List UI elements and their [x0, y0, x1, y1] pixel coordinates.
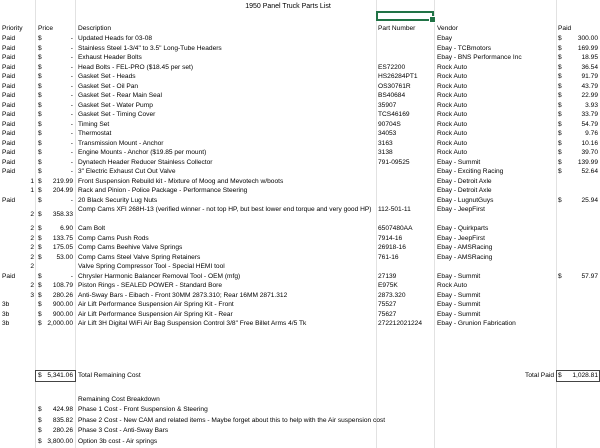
- row-paid-currency[interactable]: $: [558, 158, 562, 166]
- row-price[interactable]: 2,000.00: [47, 320, 73, 327]
- row-price[interactable]: -: [70, 44, 73, 52]
- row-vendor[interactable]: Rock Auto: [437, 101, 468, 109]
- row-price[interactable]: -: [70, 73, 73, 80]
- row-price-currency[interactable]: $: [38, 63, 42, 71]
- row-description[interactable]: Cam Bolt: [78, 225, 106, 232]
- row-paid-currency[interactable]: $: [558, 130, 562, 137]
- row-rank[interactable]: 1: [30, 177, 34, 185]
- header-description[interactable]: Description: [78, 25, 111, 32]
- row-priority[interactable]: Paid: [2, 158, 16, 166]
- row-paid[interactable]: 9.76: [585, 130, 598, 137]
- row-priority[interactable]: Paid: [2, 120, 16, 128]
- row-part-number[interactable]: E975K: [378, 282, 398, 289]
- row-price-currency[interactable]: $: [38, 310, 42, 318]
- breakdown-currency[interactable]: $: [38, 416, 42, 424]
- row-price-currency[interactable]: $: [38, 291, 42, 299]
- row-paid[interactable]: 54.79: [581, 120, 598, 128]
- table-row: [0, 291, 600, 301]
- breakdown-label[interactable]: Phase 3 Cost - Anti-Sway Bars: [78, 427, 169, 434]
- table-row: [0, 281, 600, 291]
- table-row: [0, 272, 600, 282]
- row-price-currency[interactable]: $: [38, 82, 42, 90]
- table-row: [0, 234, 600, 244]
- row-part-number[interactable]: 75627: [378, 310, 397, 318]
- breakdown-currency[interactable]: $: [38, 406, 42, 413]
- row-part-number[interactable]: 35907: [378, 101, 397, 109]
- row-priority[interactable]: Paid: [2, 73, 16, 80]
- row-rank[interactable]: 2: [30, 234, 34, 242]
- total-remaining-label[interactable]: Total Remaining Cost: [78, 372, 141, 379]
- row-paid-currency[interactable]: $: [558, 73, 562, 80]
- row-price[interactable]: -: [70, 35, 73, 42]
- table-row: [0, 262, 600, 272]
- row-price-currency[interactable]: $: [38, 168, 42, 175]
- table-row: [0, 319, 600, 329]
- row-description[interactable]: Comp Cams Push Rods: [78, 234, 149, 242]
- table-row: [0, 120, 600, 130]
- row-vendor[interactable]: Rock Auto: [437, 120, 468, 128]
- header-row: [0, 24, 600, 34]
- table-row: [0, 186, 600, 196]
- row-vendor[interactable]: Rock Auto: [437, 92, 468, 99]
- row-vendor[interactable]: Ebay - Detroit Axle: [437, 187, 492, 194]
- row-price[interactable]: -: [70, 63, 73, 71]
- total-paid-value[interactable]: 1,028.81: [572, 372, 598, 379]
- row-paid-currency[interactable]: $: [558, 139, 562, 147]
- table-row: [0, 139, 600, 149]
- row-price[interactable]: 900.00: [52, 301, 73, 308]
- row-priority[interactable]: Paid: [2, 54, 16, 61]
- row-part-number[interactable]: 761-16: [378, 253, 399, 261]
- row-paid-currency[interactable]: $: [558, 63, 562, 71]
- table-row: [0, 167, 600, 177]
- row-price-currency[interactable]: $: [38, 177, 42, 185]
- row-price-currency[interactable]: $: [38, 54, 42, 61]
- row-priority[interactable]: Paid: [2, 44, 16, 52]
- header-part-number[interactable]: Part Number: [378, 25, 416, 32]
- table-row: [0, 82, 600, 92]
- row-price-currency[interactable]: $: [38, 44, 42, 52]
- row-paid[interactable]: 139.99: [577, 158, 598, 166]
- row-description[interactable]: Chrysler Harmonic Balancer Removal Tool - OEM (mfg): [78, 272, 241, 280]
- row-description[interactable]: 3" Electric Exhaust Cut Out Valve: [78, 168, 176, 175]
- row-paid-currency[interactable]: $: [558, 92, 562, 99]
- row-paid[interactable]: 10.16: [581, 139, 598, 147]
- row-price[interactable]: 6.90: [60, 225, 73, 232]
- row-price[interactable]: 175.05: [52, 244, 73, 251]
- breakdown-item: [0, 426, 600, 436]
- row-rank[interactable]: 2: [30, 225, 34, 232]
- row-vendor[interactable]: Ebay - TCBmotors: [437, 44, 492, 52]
- row-vendor[interactable]: Rock Auto: [437, 82, 468, 90]
- table-row: [0, 34, 600, 44]
- row-description[interactable]: Thermostat: [78, 130, 112, 137]
- row-paid[interactable]: 3.93: [585, 101, 598, 109]
- currency-symbol: $: [38, 372, 42, 379]
- breakdown-currency[interactable]: $: [38, 437, 42, 445]
- table-row: [0, 224, 600, 234]
- row-paid-currency[interactable]: $: [558, 168, 562, 175]
- row-price-currency[interactable]: $: [38, 196, 42, 204]
- row-description[interactable]: Gasket Set - Water Pump: [78, 101, 153, 109]
- breakdown-label[interactable]: Option 3b cost - Air springs: [78, 437, 158, 445]
- row-price[interactable]: -: [70, 196, 73, 204]
- table-row: [0, 300, 600, 310]
- row-part-number[interactable]: OS30761R: [378, 82, 411, 90]
- row-price[interactable]: 204.99: [52, 187, 73, 194]
- breakdown-item: [0, 437, 600, 447]
- row-price[interactable]: -: [70, 158, 73, 166]
- row-priority[interactable]: 3b: [2, 320, 10, 327]
- row-price-currency[interactable]: $: [38, 130, 42, 137]
- row-description[interactable]: Engine Mounts - Anchor ($19.85 per mount): [78, 149, 207, 156]
- row-price[interactable]: -: [70, 111, 73, 118]
- header-vendor[interactable]: Vendor: [437, 25, 458, 32]
- fill-handle[interactable]: [429, 16, 436, 23]
- row-paid-currency[interactable]: $: [558, 272, 562, 280]
- row-vendor[interactable]: Ebay - Summit: [437, 272, 481, 280]
- row-description[interactable]: Dynatech Header Reducer Stainless Collector: [78, 158, 213, 166]
- row-paid[interactable]: 33.79: [581, 111, 598, 118]
- row-priority[interactable]: Paid: [2, 139, 16, 147]
- header-priority[interactable]: Priority: [2, 25, 23, 32]
- breakdown-label[interactable]: Phase 1 Cost - Front Suspension & Steering: [78, 406, 208, 413]
- row-price-currency[interactable]: $: [38, 225, 42, 232]
- row-paid[interactable]: 39.70: [581, 149, 598, 156]
- row-part-number[interactable]: 791-09525: [378, 158, 410, 166]
- row-description[interactable]: Stainless Steel 1-3/4" to 3.5" Long-Tube Headers: [78, 44, 222, 52]
- header-paid[interactable]: Paid: [558, 25, 572, 32]
- row-part-number[interactable]: 3138: [378, 149, 393, 156]
- row-rank[interactable]: 2: [30, 253, 34, 261]
- row-vendor[interactable]: Ebay - JeepFirst: [437, 234, 486, 242]
- row-price-currency[interactable]: $: [38, 301, 42, 308]
- row-price-currency[interactable]: $: [38, 120, 42, 128]
- row-price[interactable]: -: [70, 92, 73, 99]
- row-paid-currency[interactable]: $: [558, 101, 562, 109]
- row-description[interactable]: Gasket Set - Rear Main Seal: [78, 92, 162, 99]
- row-description[interactable]: Gasket Set - Timing Cover: [78, 111, 156, 118]
- table-row: [0, 148, 600, 158]
- row-price-currency[interactable]: $: [38, 92, 42, 99]
- row-priority[interactable]: Paid: [2, 63, 16, 71]
- row-part-number[interactable]: 6507480AA: [378, 225, 413, 232]
- row-price[interactable]: 133.75: [52, 234, 73, 242]
- row-price[interactable]: 53.00: [56, 253, 73, 261]
- row-description[interactable]: Head Bolts - FEL-PRO ($18.45 per set): [78, 63, 194, 71]
- table-row: [0, 243, 600, 253]
- breakdown-value[interactable]: 280.26: [52, 427, 73, 434]
- row-price[interactable]: 280.26: [52, 291, 73, 299]
- row-part-number[interactable]: 3163: [378, 139, 393, 147]
- table-row: [0, 310, 600, 320]
- row-vendor[interactable]: Rock Auto: [437, 139, 468, 147]
- table-row: [0, 63, 600, 73]
- row-price[interactable]: 108.79: [52, 282, 73, 289]
- table-row: [0, 253, 600, 263]
- row-priority[interactable]: 3b: [2, 301, 10, 308]
- row-paid[interactable]: 91.79: [581, 73, 598, 80]
- row-description[interactable]: Rack and Pinion - Police Package - Performance Steering: [78, 187, 248, 194]
- breakdown-title[interactable]: Remaining Cost Breakdown: [78, 396, 160, 403]
- row-description[interactable]: Anti-Sway Bars - Eibach - Front 30MM 2873.310; Rear 16MM 2871.312: [78, 291, 288, 299]
- table-row: [0, 110, 600, 120]
- row-vendor[interactable]: Rock Auto: [437, 111, 468, 118]
- row-priority[interactable]: Paid: [2, 272, 16, 280]
- table-row: [0, 129, 600, 139]
- active-cell-selection[interactable]: [376, 11, 434, 21]
- row-description[interactable]: Updated Heads for 03-08: [78, 35, 153, 42]
- row-part-number[interactable]: 7914-16: [378, 234, 403, 242]
- row-paid-currency[interactable]: $: [558, 82, 562, 90]
- row-description[interactable]: Gasket Set - Oil Pan: [78, 82, 139, 90]
- row-rank[interactable]: 3: [30, 291, 34, 299]
- row-description[interactable]: Front Suspension Rebuild kit - Mixture of Moog and Mevotech w/boots: [78, 177, 284, 185]
- row-vendor[interactable]: Ebay - LugnutGuys: [437, 196, 494, 204]
- breakdown-item: [0, 405, 600, 415]
- row-price-currency[interactable]: $: [38, 158, 42, 166]
- row-part-number[interactable]: 34053: [378, 130, 397, 137]
- row-vendor[interactable]: Rock Auto: [437, 282, 468, 289]
- row-priority[interactable]: Paid: [2, 82, 16, 90]
- table-row: [0, 158, 600, 168]
- row-paid-currency[interactable]: $: [558, 196, 562, 204]
- row-part-number[interactable]: 272212021224: [378, 320, 423, 327]
- row-price-currency[interactable]: $: [38, 272, 42, 280]
- row-part-number[interactable]: ES72200: [378, 63, 406, 71]
- row-part-number[interactable]: HS26284PT1: [378, 73, 418, 80]
- breakdown-item: [0, 416, 600, 426]
- row-priority[interactable]: Paid: [2, 101, 16, 109]
- table-row: [0, 205, 600, 224]
- row-rank[interactable]: 1: [30, 187, 34, 194]
- row-description[interactable]: Comp Cams Beehive Valve Springs: [78, 244, 183, 251]
- total-remaining-value[interactable]: 5,341.06: [47, 372, 73, 379]
- row-vendor[interactable]: Ebay - Summit: [437, 310, 481, 318]
- row-price[interactable]: -: [70, 130, 73, 137]
- row-vendor[interactable]: Ebay - Quirkparts: [437, 225, 489, 232]
- row-price[interactable]: -: [70, 101, 73, 109]
- totals-row: [0, 371, 600, 381]
- row-price-currency[interactable]: $: [38, 234, 42, 242]
- table-row: [0, 101, 600, 111]
- row-description[interactable]: Comp Cams XFI 268H-13 (verified winner - not top HP, but best lower end torque and very good HP): [78, 206, 372, 213]
- row-priority[interactable]: Paid: [2, 168, 16, 175]
- row-paid-currency[interactable]: $: [558, 54, 562, 61]
- row-priority[interactable]: 3b: [2, 310, 10, 318]
- row-vendor[interactable]: Ebay - JeepFirst: [437, 206, 486, 213]
- row-price-currency[interactable]: $: [38, 149, 42, 156]
- row-priority[interactable]: Paid: [2, 149, 16, 156]
- breakdown-value[interactable]: 424.98: [52, 406, 73, 413]
- row-part-number[interactable]: 112-501-11: [378, 206, 411, 213]
- row-vendor[interactable]: Rock Auto: [437, 149, 468, 156]
- row-vendor[interactable]: Ebay - BNS Performance Inc: [437, 54, 522, 61]
- breakdown-label[interactable]: Phase 2 Cost - New CAM and related items - Maybe forget about this to help with the Air suspension cost: [78, 416, 386, 424]
- row-vendor[interactable]: Ebay - AMSRacing: [437, 244, 493, 251]
- row-price[interactable]: -: [70, 168, 73, 175]
- row-vendor[interactable]: Ebay - Summit: [437, 291, 481, 299]
- row-paid[interactable]: [562, 205, 598, 224]
- row-description[interactable]: Gasket Set - Heads: [78, 73, 136, 80]
- row-priority[interactable]: Paid: [2, 111, 16, 118]
- row-description[interactable]: Valve Spring Compressor Tool - Special HEMI tool: [78, 263, 225, 270]
- row-rank[interactable]: 2: [30, 282, 34, 289]
- row-price-currency[interactable]: $: [38, 101, 42, 109]
- row-description[interactable]: Piston Rings - SEALED POWER - Standard Bore: [78, 282, 223, 289]
- row-paid-currency[interactable]: $: [558, 111, 562, 118]
- sheet-title: 1950 Panel Truck Parts List: [245, 3, 331, 10]
- row-rank[interactable]: 2: [30, 263, 34, 270]
- row-description[interactable]: Comp Cams Steel Valve Spring Retainers: [78, 253, 201, 261]
- row-price-currency[interactable]: $: [38, 210, 42, 218]
- row-price-currency[interactable]: $: [38, 282, 42, 289]
- row-description[interactable]: Transmission Mount - Anchor: [78, 139, 164, 147]
- row-price[interactable]: -: [70, 54, 73, 61]
- table-row: [0, 196, 600, 206]
- row-paid[interactable]: 169.99: [577, 44, 598, 52]
- row-rank[interactable]: 2: [30, 210, 34, 218]
- row-part-number[interactable]: 27139: [378, 272, 397, 280]
- breakdown-title-row: [0, 395, 600, 405]
- row-priority[interactable]: Paid: [2, 196, 16, 204]
- row-description[interactable]: Exhaust Header Bolts: [78, 54, 142, 61]
- row-vendor[interactable]: Rock Auto: [437, 130, 468, 137]
- row-part-number[interactable]: TCS46169: [378, 111, 410, 118]
- row-description[interactable]: Air Lift Performance Suspension Air Spring Kit - Rear: [78, 310, 233, 318]
- table-row: [0, 91, 600, 101]
- row-vendor[interactable]: Ebay - Summit: [437, 301, 481, 308]
- breakdown-value[interactable]: 3,800.00: [47, 437, 73, 445]
- total-paid-label[interactable]: Total Paid: [525, 372, 554, 379]
- row-vendor[interactable]: Rock Auto: [437, 73, 468, 80]
- row-priority[interactable]: Paid: [2, 130, 16, 137]
- row-price[interactable]: 219.99: [52, 177, 73, 185]
- row-price-currency[interactable]: $: [38, 35, 42, 42]
- row-part-number[interactable]: 26918-16: [378, 244, 406, 251]
- row-price[interactable]: 358.33: [52, 210, 73, 218]
- row-part-number[interactable]: BS40684: [378, 92, 406, 99]
- row-price[interactable]: -: [70, 120, 73, 128]
- row-priority[interactable]: Paid: [2, 92, 16, 99]
- row-paid-currency[interactable]: $: [558, 44, 562, 52]
- row-part-number[interactable]: 2873.320: [378, 291, 406, 299]
- table-row: [0, 72, 600, 82]
- currency-symbol: $: [558, 372, 562, 379]
- row-price[interactable]: -: [70, 149, 73, 156]
- row-paid[interactable]: 18.95: [581, 54, 598, 61]
- row-paid-currency[interactable]: $: [558, 120, 562, 128]
- row-part-number[interactable]: 75527: [378, 301, 397, 308]
- row-rank[interactable]: 2: [30, 244, 34, 251]
- table-row: [0, 53, 600, 63]
- row-price[interactable]: -: [70, 272, 73, 280]
- row-vendor[interactable]: Ebay - Detroit Axle: [437, 177, 492, 185]
- row-description[interactable]: Air Lift Performance Suspension Air Spring Kit - Front: [78, 301, 234, 308]
- row-price-currency[interactable]: $: [38, 320, 42, 327]
- row-vendor[interactable]: Ebay - Grunion Fabrication: [437, 320, 516, 327]
- row-vendor[interactable]: Ebay: [437, 35, 453, 42]
- table-row: [0, 44, 600, 54]
- row-paid[interactable]: 52.64: [581, 168, 598, 175]
- row-price[interactable]: -: [70, 139, 73, 147]
- breakdown-value[interactable]: 835.82: [52, 416, 73, 424]
- row-vendor[interactable]: Ebay - Summit: [437, 158, 481, 166]
- row-paid[interactable]: 36.54: [581, 63, 598, 71]
- row-paid[interactable]: 22.99: [581, 92, 598, 99]
- row-price[interactable]: 900.00: [52, 310, 73, 318]
- row-price[interactable]: -: [70, 82, 73, 90]
- row-paid-currency[interactable]: $: [558, 149, 562, 156]
- breakdown-currency[interactable]: $: [38, 427, 42, 434]
- row-description[interactable]: 20 Black Security Lug Nuts: [78, 196, 158, 204]
- row-price-currency[interactable]: $: [38, 253, 42, 261]
- row-price-currency[interactable]: $: [38, 244, 42, 251]
- row-paid[interactable]: 57.97: [581, 272, 598, 280]
- row-description[interactable]: Timing Set: [78, 120, 110, 128]
- row-price-currency[interactable]: $: [38, 73, 42, 80]
- row-price-currency[interactable]: $: [38, 139, 42, 147]
- row-priority[interactable]: Paid: [2, 35, 16, 42]
- row-paid-currency[interactable]: $: [558, 35, 562, 42]
- row-vendor[interactable]: Rock Auto: [437, 63, 468, 71]
- row-vendor[interactable]: Ebay - AMSRacing: [437, 253, 493, 261]
- row-price-currency[interactable]: $: [38, 111, 42, 118]
- row-part-number[interactable]: 90704S: [378, 120, 401, 128]
- table-row: [0, 177, 600, 187]
- row-vendor[interactable]: Ebay - Exciting Racing: [437, 168, 504, 175]
- header-price[interactable]: Price: [38, 25, 54, 32]
- row-description[interactable]: Air Lift 3H Digital WiFi Air Bag Suspension Control 3/8" Free Billet Arms 4/5 Tk: [78, 320, 307, 327]
- row-paid[interactable]: 300.00: [577, 35, 598, 42]
- row-paid[interactable]: 25.94: [581, 196, 598, 204]
- row-paid[interactable]: 43.79: [581, 82, 598, 90]
- row-price-currency[interactable]: $: [38, 187, 42, 194]
